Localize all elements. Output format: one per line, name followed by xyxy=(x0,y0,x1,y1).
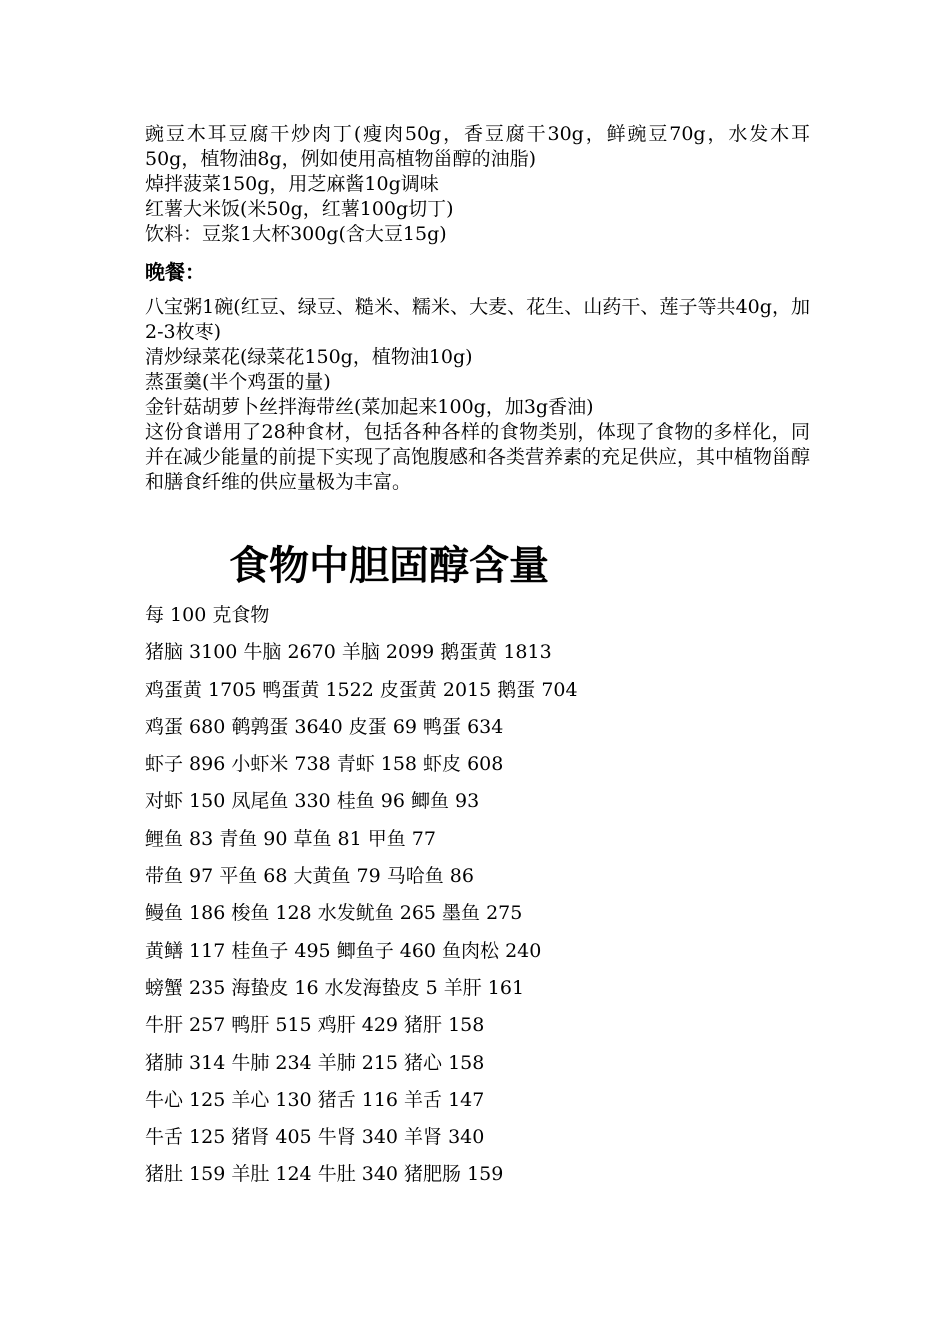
cholesterol-row: 虾子 896 小虾米 738 青虾 158 虾皮 608 xyxy=(145,753,504,776)
cholesterol-row: 牛肝 257 鸭肝 515 鸡肝 429 猪肝 158 xyxy=(145,1014,485,1037)
dinner-item: 蒸蛋羹(半个鸡蛋的量) xyxy=(145,371,331,393)
cholesterol-list xyxy=(145,597,810,1194)
cholesterol-row: 鲤鱼 83 青鱼 90 草鱼 81 甲鱼 77 xyxy=(145,827,436,850)
cholesterol-row: 鳗鱼 186 梭鱼 128 水发鱿鱼 265 墨鱼 275 xyxy=(145,902,523,925)
dinner-item: 八宝粥1碗(红豆、绿豆、糙米、糯米、大麦、花生、山药干、莲子等共40g，加2-3枚枣) xyxy=(145,296,810,343)
lunch-item: 饮料：豆浆1大杯300g(含大豆15g) xyxy=(145,223,447,245)
lunch-section xyxy=(145,122,810,247)
cholesterol-row: 猪肺 314 牛肺 234 羊肺 215 猪心 158 xyxy=(145,1051,485,1074)
summary-paragraph: 这份食谱用了28种食材，包括各种各样的食物类别，体现了食物的多样化，同并在减少能量的前提下实现了高饱腹感和各类营养素的充足供应，其中植物甾醇和膳食纤维的供应量极为丰富。 xyxy=(145,421,811,493)
lunch-item: 焯拌菠菜150g，用芝麻酱10g调味 xyxy=(145,173,439,195)
lunch-item: 红薯大米饭(米50g，红薯100g切丁) xyxy=(145,198,454,220)
cholesterol-row: 鸡蛋黄 1705 鸭蛋黄 1522 皮蛋黄 2015 鹅蛋 704 xyxy=(145,678,578,701)
cholesterol-row: 带鱼 97 平鱼 68 大黄鱼 79 马哈鱼 86 xyxy=(145,865,474,888)
cholesterol-row: 牛舌 125 猪肾 405 牛肾 340 羊肾 340 xyxy=(145,1126,485,1149)
cholesterol-title: 食物中胆固醇含量 xyxy=(229,543,549,589)
dinner-heading: 晚餐： xyxy=(145,260,205,284)
lunch-item: 豌豆木耳豆腐干炒肉丁(瘦肉50g，香豆腐干30g，鲜豌豆70g，水发木耳50g，植物油8g，例如使用高植物甾醇的油脂) xyxy=(145,123,810,170)
cholesterol-row: 黄鳝 117 桂鱼子 495 鲫鱼子 460 鱼肉松 240 xyxy=(145,939,542,962)
cholesterol-row: 鸡蛋 680 鹌鹑蛋 3640 皮蛋 69 鸭蛋 634 xyxy=(145,715,504,738)
document-page xyxy=(145,122,810,1194)
cholesterol-row: 牛心 125 羊心 130 猪舌 116 羊舌 147 xyxy=(145,1088,485,1111)
cholesterol-row: 对虾 150 凤尾鱼 330 桂鱼 96 鲫鱼 93 xyxy=(145,790,480,813)
cholesterol-row: 猪脑 3100 牛脑 2670 羊脑 2099 鹅蛋黄 1813 xyxy=(145,641,552,664)
cholesterol-row: 猪肚 159 羊肚 124 牛肚 340 猪肥肠 159 xyxy=(145,1163,504,1186)
dinner-section xyxy=(145,295,810,495)
cholesterol-row: 螃蟹 235 海蛰皮 16 水发海蛰皮 5 羊肝 161 xyxy=(145,976,525,999)
dinner-item: 金针菇胡萝卜丝拌海带丝(菜加起来100g，加3g香油) xyxy=(145,396,594,418)
cholesterol-unit-note: 每 100 克食物 xyxy=(145,604,270,626)
dinner-item: 清炒绿菜花(绿菜花150g，植物油10g) xyxy=(145,346,473,368)
